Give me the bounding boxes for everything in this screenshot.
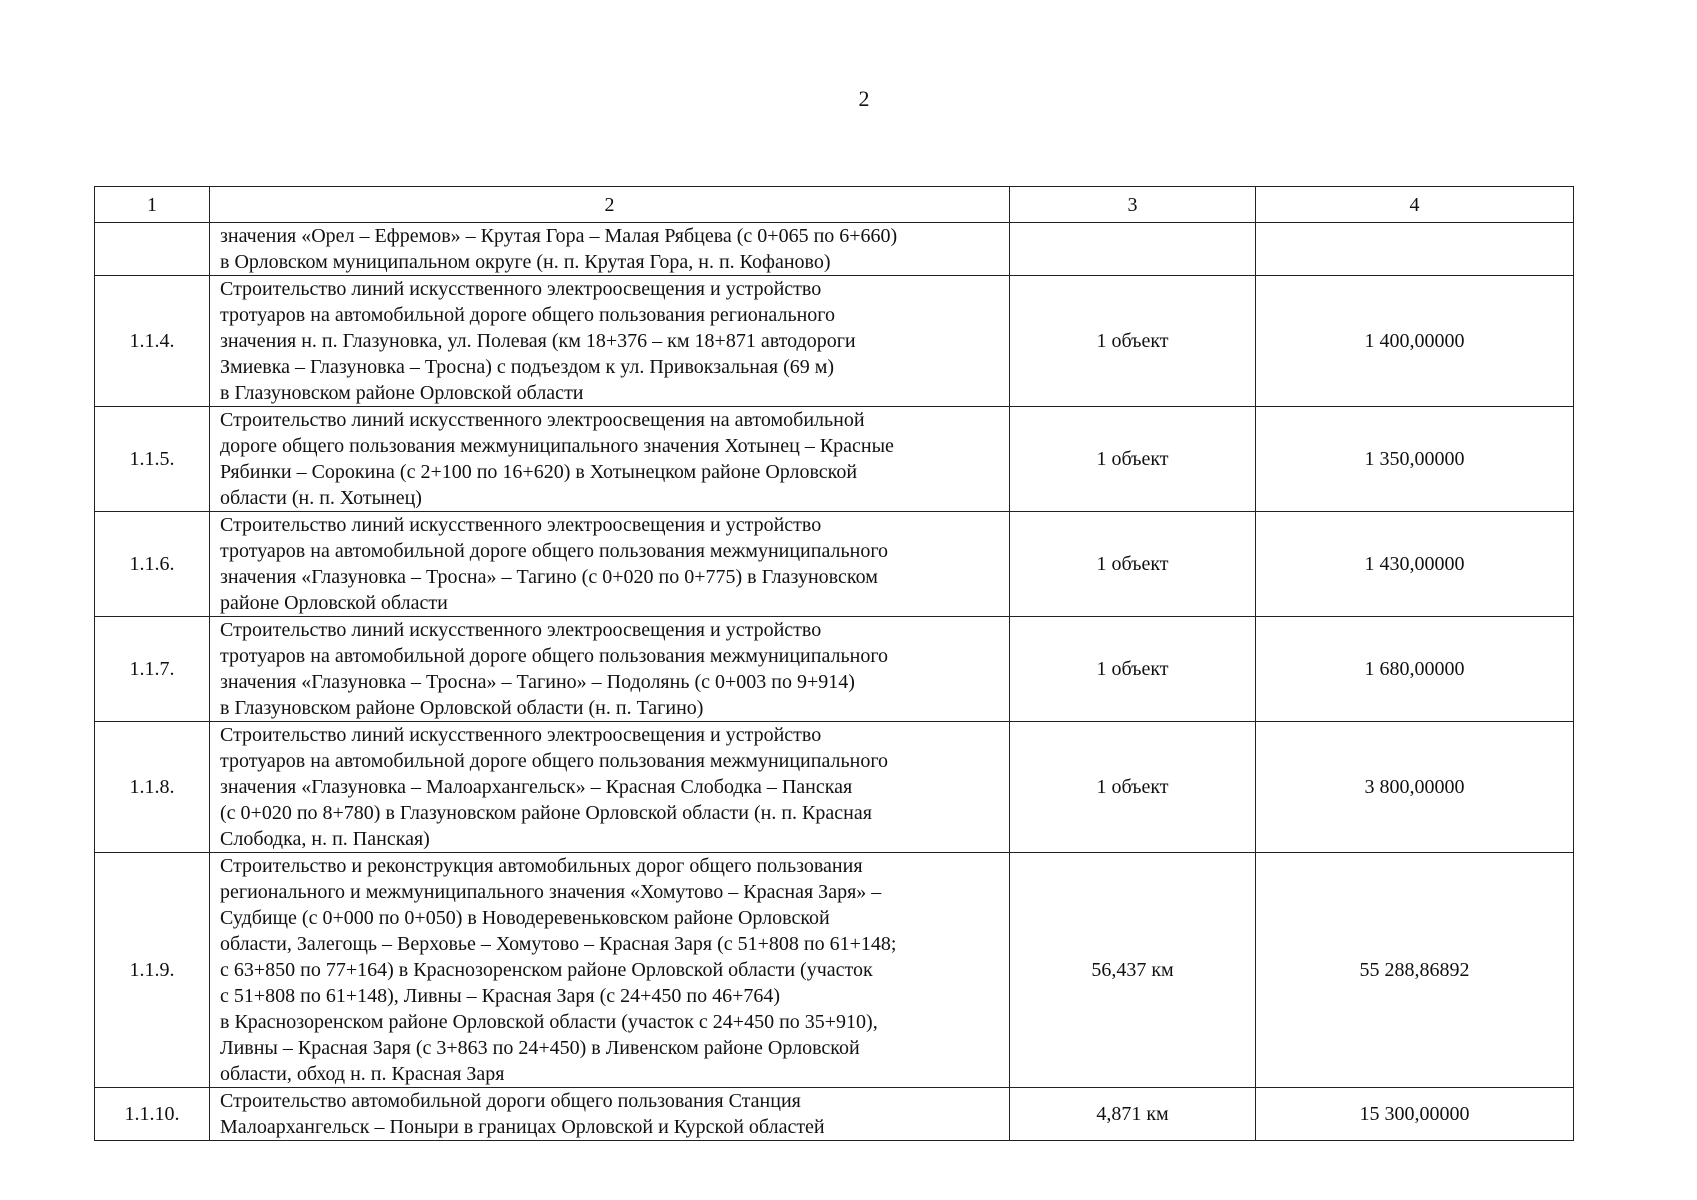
description-line: с 63+850 по 77+164) в Краснозоренском районе Орловской области (участок xyxy=(220,959,873,981)
item-description xyxy=(210,512,1010,617)
item-quantity: 56,437 км xyxy=(1010,853,1256,1088)
description-line: значения «Глазуновка – Тросна» – Тагино» – Подолянь (с 0+003 по 9+914) xyxy=(220,671,855,693)
description-line: Строительство и реконструкция автомобильных дорог общего пользования xyxy=(220,855,863,877)
description-line: значения «Глазуновка – Малоархангельск» – Красная Слободка – Панская xyxy=(220,776,853,798)
table-row xyxy=(95,853,1574,1088)
item-description xyxy=(210,1088,1010,1141)
table-header-row xyxy=(95,187,1574,223)
item-number: 1.1.4. xyxy=(95,276,210,407)
description-line: области (н. п. Хотынец) xyxy=(220,487,422,509)
table-row xyxy=(95,407,1574,512)
table-row xyxy=(95,223,1574,276)
item-amount: 1 680,00000 xyxy=(1256,617,1574,722)
column-header-4: 4 xyxy=(1256,187,1574,223)
page-number: 2 xyxy=(858,86,870,111)
item-description xyxy=(210,853,1010,1088)
item-quantity: 1 объект xyxy=(1010,407,1256,512)
item-number: 1.1.5. xyxy=(95,407,210,512)
column-header-2: 2 xyxy=(210,187,1010,223)
description-line: области, Залегощь – Верховье – Хомутово – Красная Заря (с 51+808 по 61+148; xyxy=(220,933,897,955)
description-line: Рябинки – Сорокина (с 2+100 по 16+620) в Хотынецком районе Орловской xyxy=(220,461,858,483)
document-table xyxy=(94,186,1574,1141)
item-number: 1.1.7. xyxy=(95,617,210,722)
description-line: Строительство линий искусственного электроосвещения и устройство xyxy=(220,514,822,536)
description-line: Ливны – Красная Заря (с 3+863 по 24+450) в Ливенском районе Орловской xyxy=(220,1037,860,1059)
description-line: (с 0+020 по 8+780) в Глазуновском районе Орловской области (н. п. Красная xyxy=(220,802,872,824)
item-description xyxy=(210,276,1010,407)
item-amount xyxy=(1256,223,1574,276)
description-line: значения «Глазуновка – Тросна» – Тагино (с 0+020 по 0+775) в Глазуновском xyxy=(220,566,878,588)
item-description xyxy=(210,617,1010,722)
description-line: тротуаров на автомобильной дороге общего пользования межмуниципального xyxy=(220,645,889,667)
item-quantity: 1 объект xyxy=(1010,276,1256,407)
item-amount: 3 800,00000 xyxy=(1256,722,1574,853)
description-line: в Орловском муниципальном округе (н. п. Крутая Гора, н. п. Кофаново) xyxy=(220,251,831,273)
item-description xyxy=(210,722,1010,853)
item-number: 1.1.10. xyxy=(95,1088,210,1141)
table-row xyxy=(95,617,1574,722)
item-description xyxy=(210,407,1010,512)
item-amount: 15 300,00000 xyxy=(1256,1088,1574,1141)
description-line: тротуаров на автомобильной дороге общего пользования межмуниципального xyxy=(220,750,889,772)
description-line: Малоархангельск – Поныри в границах Орловской и Курской областей xyxy=(220,1116,825,1138)
description-line: значения «Орел – Ефремов» – Крутая Гора – Малая Рябцева (с 0+065 по 6+660) xyxy=(220,225,898,247)
description-line: значения н. п. Глазуновка, ул. Полевая (км 18+376 – км 18+871 автодороги xyxy=(220,330,856,352)
item-quantity: 1 объект xyxy=(1010,617,1256,722)
item-quantity: 4,871 км xyxy=(1010,1088,1256,1141)
description-line: с 51+808 по 61+148), Ливны – Красная Заря (с 24+450 по 46+764) xyxy=(220,985,781,1007)
description-line: в Глазуновском районе Орловской области xyxy=(220,382,584,404)
description-line: Судбище (с 0+000 по 0+050) в Новодеревеньковском районе Орловской xyxy=(220,907,830,929)
item-description xyxy=(210,223,1010,276)
item-amount: 1 430,00000 xyxy=(1256,512,1574,617)
description-line: районе Орловской области xyxy=(220,592,448,614)
item-amount: 1 400,00000 xyxy=(1256,276,1574,407)
description-line: Строительство линий искусственного электроосвещения и устройство xyxy=(220,724,822,746)
description-line: Слободка, н. п. Панская) xyxy=(220,828,430,850)
item-number: 1.1.6. xyxy=(95,512,210,617)
table-row xyxy=(95,512,1574,617)
description-line: Строительство линий искусственного электроосвещения на автомобильной xyxy=(220,409,865,431)
table-row xyxy=(95,276,1574,407)
description-line: Строительство линий искусственного электроосвещения и устройство xyxy=(220,278,822,300)
column-header-1: 1 xyxy=(95,187,210,223)
item-number: 1.1.8. xyxy=(95,722,210,853)
description-line: тротуаров на автомобильной дороге общего пользования регионального xyxy=(220,304,835,326)
description-line: области, обход н. п. Красная Заря xyxy=(220,1063,505,1085)
item-amount: 55 288,86892 xyxy=(1256,853,1574,1088)
column-header-3: 3 xyxy=(1010,187,1256,223)
item-quantity xyxy=(1010,223,1256,276)
item-amount: 1 350,00000 xyxy=(1256,407,1574,512)
item-quantity: 1 объект xyxy=(1010,512,1256,617)
item-number xyxy=(95,223,210,276)
item-number: 1.1.9. xyxy=(95,853,210,1088)
item-quantity: 1 объект xyxy=(1010,722,1256,853)
description-line: тротуаров на автомобильной дороге общего пользования межмуниципального xyxy=(220,540,889,562)
table-row xyxy=(95,1088,1574,1141)
description-line: Строительство автомобильной дороги общего пользования Станция xyxy=(220,1090,801,1112)
description-line: в Краснозоренском районе Орловской области (участок с 24+450 по 35+910), xyxy=(220,1011,878,1033)
description-line: в Глазуновском районе Орловской области (н. п. Тагино) xyxy=(220,697,704,719)
description-line: Змиевка – Глазуновка – Тросна) с подъездом к ул. Привокзальная (69 м) xyxy=(220,356,835,378)
description-line: Строительство линий искусственного электроосвещения и устройство xyxy=(220,619,822,641)
description-line: регионального и межмуниципального значения «Хомутово – Красная Заря» – xyxy=(220,881,882,903)
table-row xyxy=(95,722,1574,853)
description-line: дороге общего пользования межмуниципального значения Хотынец – Красные xyxy=(220,435,894,457)
